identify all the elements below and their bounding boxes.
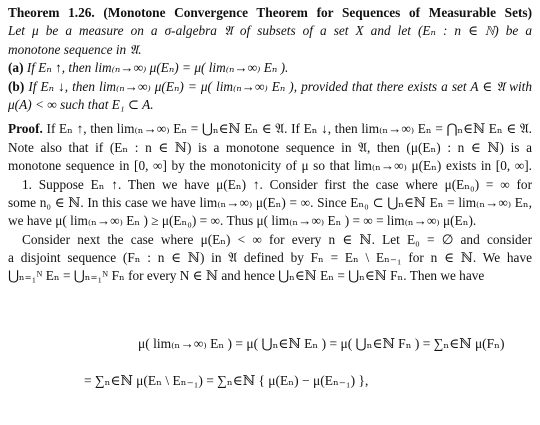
proof-step-1-line: some n₀ ∈ ℕ. In this case we have lim₍ₙ→∞₎ μ(Eₙ) = ∞. Since Eₙ₀ ⊂ ⋃ₙ∈ℕ Eₙ = lim₍ₙ→∞₎ Eₙ,	[8, 194, 532, 210]
theorem-statement-line: Let μ be a measure on a σ-algebra 𝔄 of subsets of a set X and let (Eₙ : n ∈ ℕ) be a	[8, 23, 532, 39]
theorem-heading	[8, 4, 532, 22]
proof-step-2-line: ⋃ₙ₌₁ᴺ Eₙ = ⋃ₙ₌₁ᴺ Fₙ for every N ∈ ℕ and hence ⋃ₙ∈ℕ Eₙ = ⋃ₙ∈ℕ Fₙ. Then we have	[8, 268, 485, 284]
part-b-text: If Eₙ ↓, then lim₍ₙ→∞₎ μ(Eₙ) = μ( lim₍ₙ→∞₎ Eₙ ), provided that there exists a set A ∈ 𝔄 with	[28, 78, 532, 94]
theorem-statement-line: monotone sequence in 𝔄.	[8, 41, 142, 57]
proof-label: Proof.	[8, 121, 43, 137]
display-equation-2: = ∑ₙ∈ℕ μ(Eₙ \ Eₙ₋₁) = ∑ₙ∈ℕ { μ(Eₙ) − μ(Eₙ₋₁) },	[84, 373, 369, 388]
proof-step-1-line: 1. Suppose Eₙ ↑. Then we have μ(Eₙ) ↑. Consider first the case where μ(Eₙ₀) = ∞ for	[22, 176, 532, 192]
proof-step-2-line: Consider next the case where μ(Eₙ) < ∞ for every n ∈ ℕ. Let E₀ = ∅ and consider	[22, 231, 532, 247]
theorem-number: Theorem 1.26.	[8, 5, 95, 20]
part-a-text: If Eₙ ↑, then lim₍ₙ→∞₎ μ(Eₙ) = μ( lim₍ₙ→∞₎ Eₙ ).	[26, 60, 289, 76]
proof-step-1-line: we have μ( lim₍ₙ→∞₎ Eₙ ) ≥ μ(Eₙ₀) = ∞. Thus μ( lim₍ₙ→∞₎ Eₙ ) = ∞ = lim₍ₙ→∞₎ μ(Eₙ).	[8, 213, 477, 229]
proof-line: monotone sequence in [0, ∞] by the monotonicity of μ so that lim₍ₙ→∞₎ μ(Eₙ) exists in [0, ∞].	[8, 158, 532, 174]
display-equation-1: μ( lim₍ₙ→∞₎ Eₙ ) = μ( ⋃ₙ∈ℕ Eₙ ) = μ( ⋃ₙ∈ℕ Fₙ ) = ∑ₙ∈ℕ μ(Fₙ)	[138, 336, 505, 351]
theorem-part-b	[8, 78, 532, 96]
part-a-label: (a)	[8, 60, 24, 76]
proof-text: If Eₙ ↑, then lim₍ₙ→∞₎ Eₙ = ⋃ₙ∈ℕ Eₙ ∈ 𝔄. If Eₙ ↓, then lim₍ₙ→∞₎ Eₙ = ⋂ₙ∈ℕ Eₙ ∈ 𝔄.	[46, 121, 532, 137]
proof-step-2-line: a disjoint sequence (Fₙ : n ∈ ℕ) in 𝔄 defined by Fₙ = Eₙ \ Eₙ₋₁ for n ∈ ℕ. We have	[8, 250, 532, 266]
theorem-part-b-line: μ(A) < ∞ such that E₁ ⊂ A.	[8, 96, 154, 112]
theorem-part-a	[8, 59, 532, 77]
theorem-title: (Monotone Convergence Theorem for Sequences of Measurable Sets)	[103, 5, 533, 20]
proof-line	[8, 120, 532, 138]
part-b-label: (b)	[8, 78, 25, 94]
proof-line: Note also that if (Eₙ : n ∈ ℕ) is a monotone sequence in 𝔄, then (μ(Eₙ) : n ∈ ℕ) is a	[8, 139, 532, 155]
